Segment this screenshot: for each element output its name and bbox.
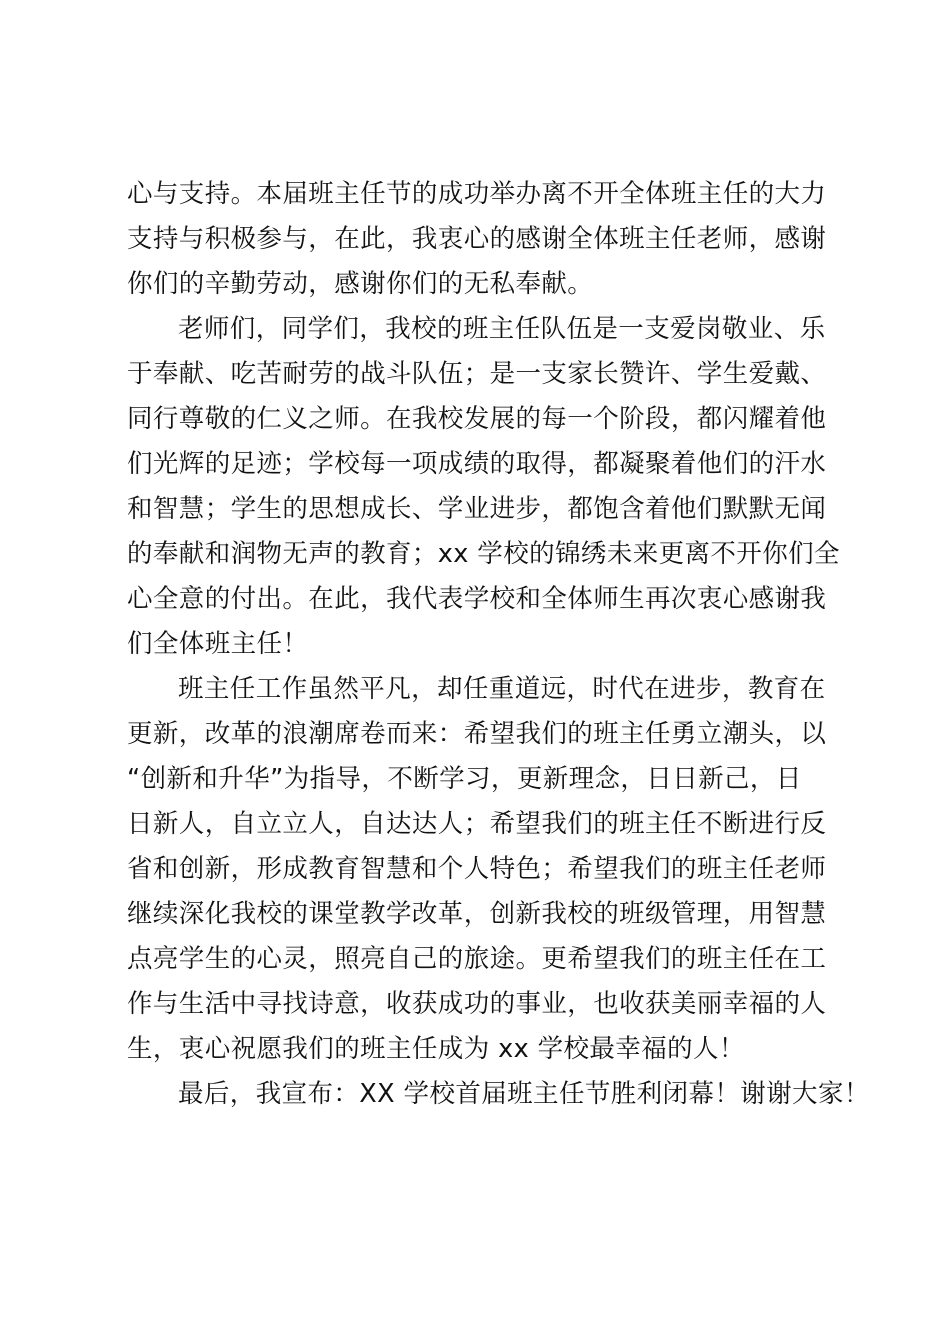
text-line: 和智慧；学生的思想成长、学业进步，都饱含着他们默默无闻 (127, 494, 827, 524)
text-line: 的奉献和润物无声的教育；xx 学校的锦绣未来更离不开你们全 (127, 539, 840, 569)
text-line: 们全体班主任！ (127, 629, 309, 659)
text-line: 继续深化我校的课堂教学改革，创新我校的班级管理，用智慧 (127, 899, 827, 929)
text-line: “创新和升华”为指导，不断学习，更新理念，日日新己，日 (127, 764, 802, 794)
text-line: 生，衷心祝愿我们的班主任成为 xx 学校最幸福的人！ (127, 1034, 745, 1064)
text-line: 日新人，自立立人，自达达人；希望我们的班主任不断进行反 (127, 809, 827, 839)
text-line: 你们的辛勤劳动，感谢你们的无私奉献。 (127, 269, 594, 299)
text-line: 更新，改革的浪潮席卷而来：希望我们的班主任勇立潮头，以 (127, 719, 827, 749)
text-line: 支持与积极参与，在此，我衷心的感谢全体班主任老师，感谢 (127, 224, 827, 254)
text-line: 点亮学生的心灵，照亮自己的旅途。更希望我们的班主任在工 (127, 944, 827, 974)
paragraph-first-line: 最后，我宣布：XX 学校首届班主任节胜利闭幕！谢谢大家！ (178, 1079, 870, 1109)
text-line: 于奉献、吃苦耐劳的战斗队伍；是一支家长赞许、学生爱戴、 (127, 359, 827, 389)
document-body (127, 172, 870, 1117)
paragraph-first-line: 班主任工作虽然平凡，却任重道远，时代在进步，教育在 (178, 674, 826, 704)
paragraph-first-line: 老师们，同学们，我校的班主任队伍是一支爱岗敬业、乐 (178, 314, 826, 344)
text-line: 同行尊敬的仁义之师。在我校发展的每一个阶段，都闪耀着他 (127, 404, 827, 434)
text-line: 心全意的付出。在此，我代表学校和全体师生再次衷心感谢我 (127, 584, 827, 614)
text-line: 作与生活中寻找诗意，收获成功的事业，也收获美丽幸福的人 (127, 989, 827, 1019)
text-line: 们光辉的足迹；学校每一项成绩的取得，都凝聚着他们的汗水 (127, 449, 827, 479)
text-line: 省和创新，形成教育智慧和个人特色；希望我们的班主任老师 (127, 854, 827, 884)
text-line: 心与支持。本届班主任节的成功举办离不开全体班主任的大力 (127, 179, 827, 209)
